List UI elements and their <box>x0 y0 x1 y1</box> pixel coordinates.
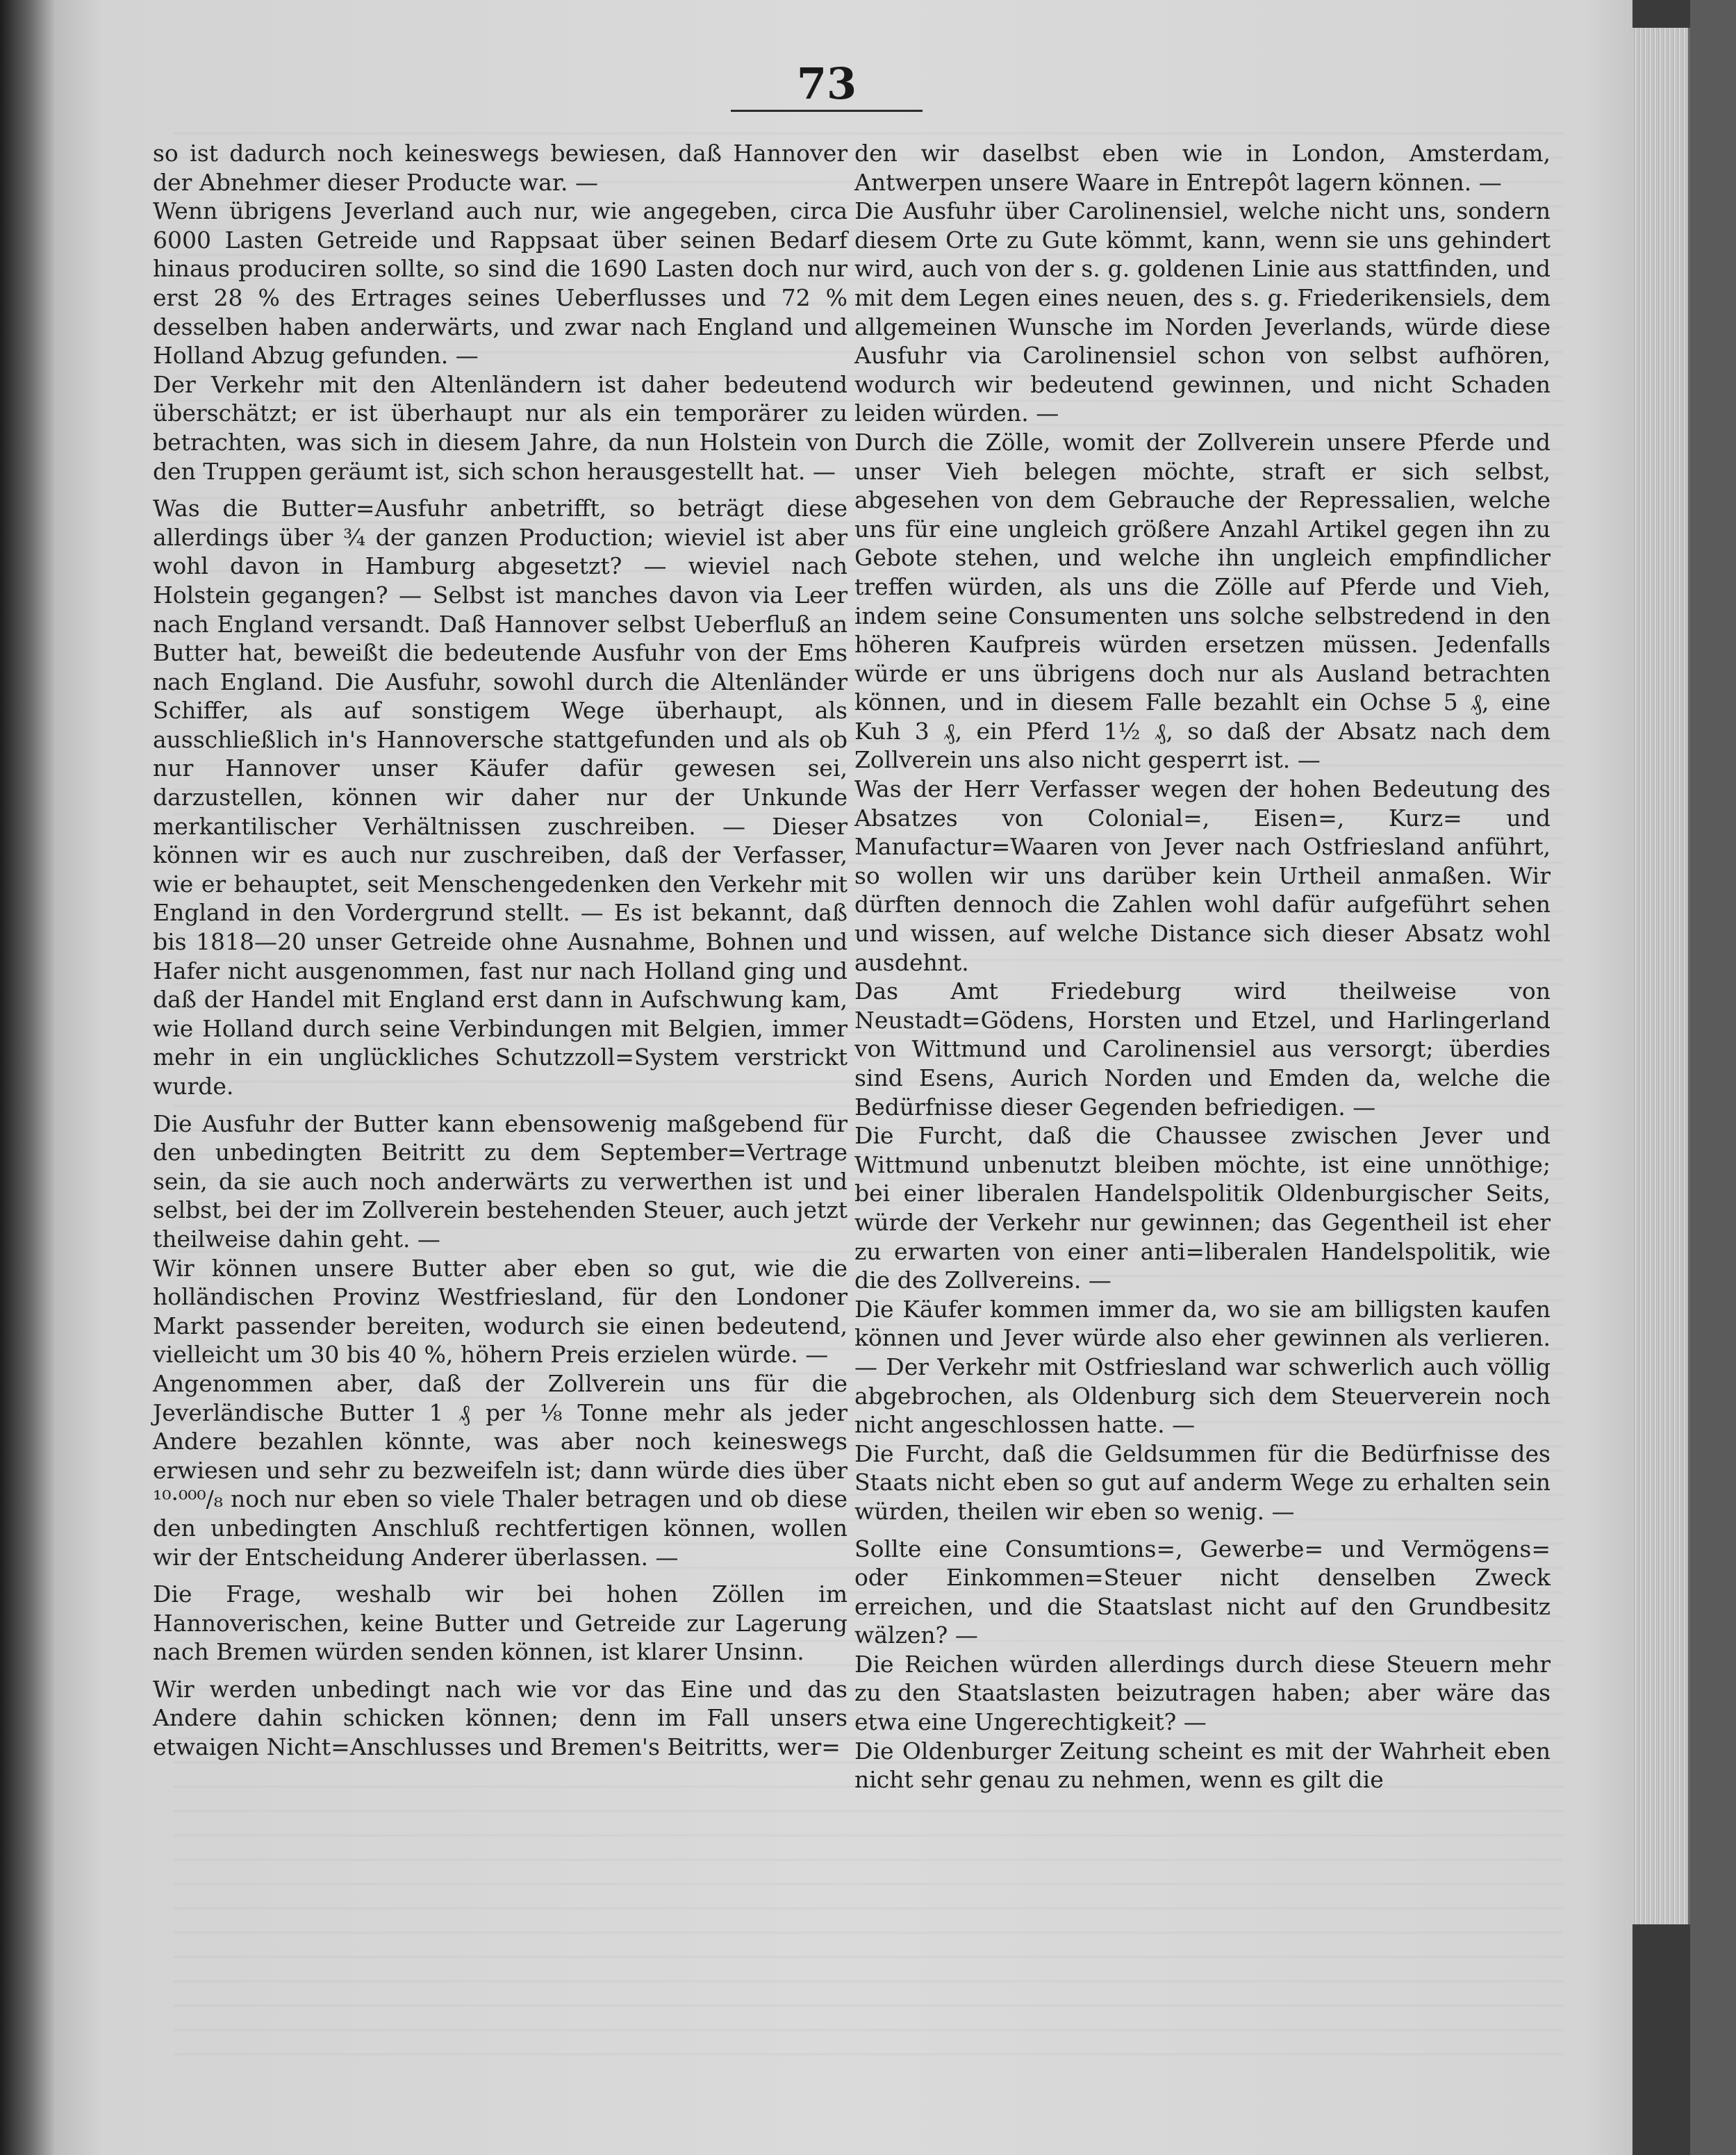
paragraph: Die Ausfuhr über Carolinensiel, welche nicht uns, sondern diesem Orte zu Gute kömmt, kann, wenn sie uns gehindert wird, auch von der s. g. goldenen Linie aus stattfinden, und mit dem Legen eines neuen, des s. g. Friederikensiels, dem allgemeinen Wunsche im Norden Jeverlands, würde diese Ausfuhr via Carolinensiel schon von selbst aufhören, wodurch wir bedeutend gewinnen, und nicht Schaden leiden würden. — <box>854 197 1551 427</box>
paragraph: den wir daselbst eben wie in London, Amsterdam, Antwerpen unsere Waare in Entrepôt lagern können. — <box>854 140 1551 196</box>
page-edges <box>1632 28 1690 1924</box>
book-binding <box>0 0 56 2155</box>
paragraph: Wenn übrigens Jeverland auch nur, wie angegeben, circa 6000 Lasten Getreide und Rappsaat über seinen Bedarf hinaus produciren sollte, so sind die 1690 Lasten doch nur erst 28 % des Ertrages seines Ueberflusses und 72 % desselben haben anderwärts, und zwar nach England und Holland Abzug gefunden. — <box>153 197 848 370</box>
paragraph: Das Amt Friedeburg wird theilweise von Neustadt=Gödens, Horsten und Etzel, und Harlingerland von Wittmund und Carolinensiel aus versorgt; überdies sind Esens, Aurich Norden und Emden da, welche die Bedürfnisse dieser Gegenden befriedigen. — <box>854 977 1551 1121</box>
paragraph: Die Käufer kommen immer da, wo sie am billigsten kaufen können und Jever würde also eher gewinnen als verlieren. — Der Verkehr mit Ostfriesland war schwerlich auch völlig abgebrochen, als Oldenburg sich dem Steuerverein noch nicht angeschlossen hatte. — <box>854 1295 1551 1439</box>
left-column <box>153 139 848 1762</box>
paragraph: Wir können unsere Butter aber eben so gut, wie die holländischen Provinz Westfriesland, für den Londoner Markt passender bereiten, wodurch sie einen bedeutend, vielleicht um 30 bis 40 %, höhern Preis erzielen würde. — <box>153 1254 848 1369</box>
paragraph: so ist dadurch noch keineswegs bewiesen, daß Hannover der Abnehmer dieser Producte war. — <box>153 140 848 196</box>
page-number-rule <box>731 110 923 112</box>
paragraph: Die Reichen würden allerdings durch diese Steuern mehr zu den Staatslasten beizutragen haben; aber wäre das etwa eine Ungerechtigkeit? — <box>854 1650 1551 1736</box>
paragraph: Die Frage, weshalb wir bei hohen Zöllen im Hannoverischen, keine Butter und Getreide zur Lagerung nach Bremen würden senden können, ist klarer Unsinn. <box>153 1580 848 1666</box>
paragraph: Die Ausfuhr der Butter kann ebensowenig maßgebend für den unbedingten Beitritt zu dem September=Vertrage sein, da sie auch noch anderwärts zu verwerthen ist und selbst, bei der im Zollverein bestehenden Steuer, auch jetzt theilweise dahin geht. — <box>153 1109 848 1253</box>
right-column <box>854 139 1551 1794</box>
paragraph: Die Furcht, daß die Geldsummen für die Bedürfnisse des Staats nicht eben so gut auf anderm Wege zu erhalten sein würden, theilen wir eben so wenig. — <box>854 1439 1551 1525</box>
paragraph: Die Furcht, daß die Chaussee zwischen Jever und Wittmund unbenutzt bleiben möchte, ist eine unnöthige; bei einer liberalen Handelspolitik Oldenburgischer Seits, würde der Verkehr nur gewinnen; das Gegentheil ist eher zu erwarten von einer anti=liberalen Handelspolitik, wie die des Zollvereins. — <box>854 1122 1551 1294</box>
page-number: 73 <box>796 58 857 109</box>
paragraph: Was die Butter=Ausfuhr anbetrifft, so beträgt diese allerdings über ¾ der ganzen Production; wieviel ist aber wohl davon in Hamburg abgesetzt? — wieviel nach Holstein gegangen? — Selbst ist manches davon via Leer nach England versandt. Daß Hannover selbst Ueberfluß an Butter hat, beweißt die bedeutende Ausfuhr von der Ems nach England. Die Ausfuhr, sowohl durch die Altenländer Schiffer, als auf sonstigem Wege überhaupt, als ausschließlich in's Hannoversche stattgefunden und als ob nur Hannover unser Käufer dafür gewesen sei, darzustellen, können wir daher nur der Unkunde merkantilischer Verhältnissen zuschreiben. — Dieser können wir es auch nur zuschreiben, daß der Verfasser, wie er behauptet, seit Menschengedenken den Verkehr mit England in den Vordergrund stellt. — Es ist bekannt, daß bis 1818—20 unser Getreide ohne Ausnahme, Bohnen und Hafer nicht ausgenommen, fast nur nach Holland ging und daß der Handel mit England erst dann in Aufschwung kam, wie Holland durch seine Verbindungen mit Belgien, immer mehr in ein unglückliches Schutzzoll=System verstrickt wurde. <box>153 495 848 1100</box>
paragraph: Sollte eine Consumtions=, Gewerbe= und Vermögens= oder Einkommen=Steuer nicht denselben Zweck erreichen, und die Staatslast nicht auf den Grundbesitz wälzen? — <box>854 1535 1551 1649</box>
paragraph: Wir werden unbedingt nach wie vor das Eine und das Andere dahin schicken können; denn im Fall unsers etwaigen Nicht=Anschlusses und Bremen's Beitritts, wer= <box>153 1675 848 1761</box>
paragraph: Der Verkehr mit den Altenländern ist daher bedeutend überschätzt; er ist überhaupt nur als ein temporärer zu betrachten, was sich in diesem Jahre, da nun Holstein von den Truppen geräumt ist, sich schon herausgestellt hat. — <box>153 370 848 485</box>
paragraph: Was der Herr Verfasser wegen der hohen Bedeutung des Absatzes von Colonial=, Eisen=, Kurz= und Manufactur=Waaren von Jever nach Ostfriesland anführt, so wollen wir uns darüber kein Urtheil anmaßen. Wir dürften dennoch die Zahlen wohl dafür aufgeführt sehen und wissen, auf welche Distance sich dieser Absatz wohl ausdehnt. <box>854 775 1551 976</box>
paragraph: Durch die Zölle, womit der Zollverein unsere Pferde und unser Vieh belegen möchte, straft er sich selbst, abgesehen von dem Gebrauche der Repressalien, welche uns für eine ungleich größere Anzahl Artikel gegen ihn zu Gebote stehen, und welche ihn ungleich empfindlicher treffen würden, als uns die Zölle auf Pferde und Vieh, indem seine Consumenten uns solche selbstredend in den höheren Kaufpreis würden ersetzen müssen. Jedenfalls würde er uns übrigens doch nur als Ausland betrachten können, und in diesem Falle bezahlt ein Ochse 5 ₰, eine Kuh 3 ₰, ein Pferd 1½ ₰, so daß der Absatz nach dem Zollverein uns also nicht gesperrt ist. — <box>854 428 1551 774</box>
paragraph: Die Oldenburger Zeitung scheint es mit der Wahrheit eben nicht sehr genau zu nehmen, wenn es gilt die <box>854 1737 1551 1794</box>
scan-border <box>1690 0 1736 2155</box>
paragraph: Angenommen aber, daß der Zollverein uns für die Jeverländische Butter 1 ₰ per ⅛ Tonne mehr als jeder Andere bezahlen könnte, was aber noch keineswegs erwiesen und sehr zu bezweifeln ist; dann würde dies über ¹⁰·⁰⁰⁰/₈ noch nur eben so viele Thaler betragen und ob diese den unbedingten Anschluß rechtfertigen können, wollen wir der Entscheidung Anderer überlassen. — <box>153 1369 848 1571</box>
